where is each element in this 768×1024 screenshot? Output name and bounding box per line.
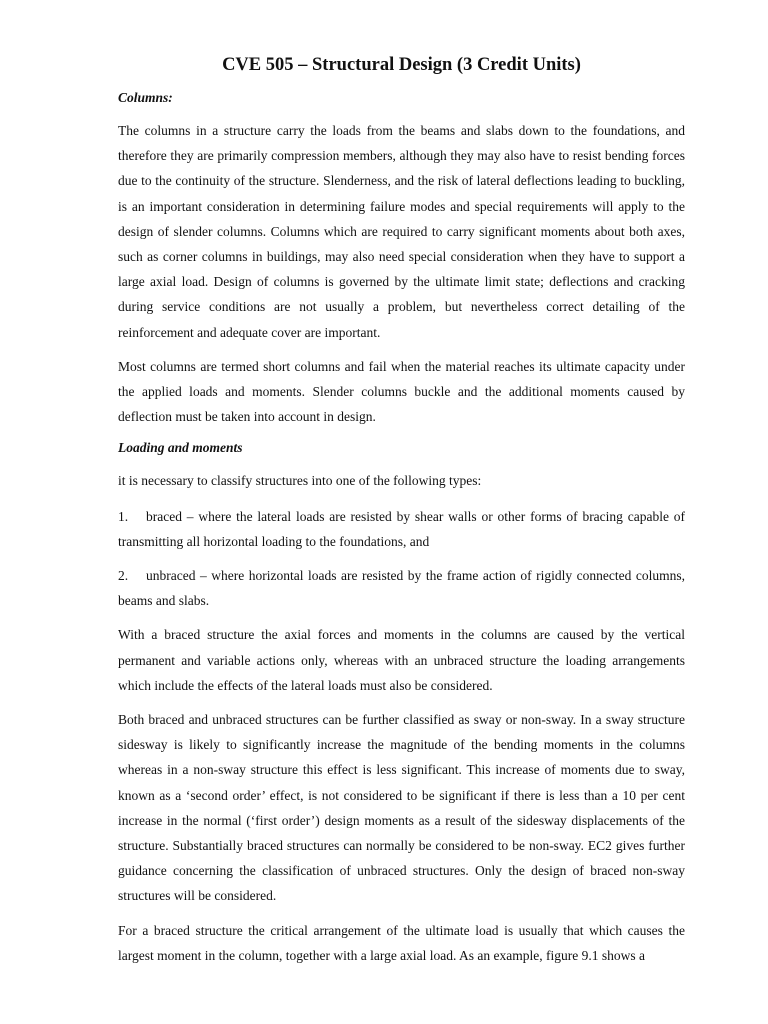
loading-intro: it is necessary to classify structures into one of the following types: (118, 473, 482, 489)
loading-paragraph-2: Both braced and unbraced structures can be further classified as sway or non-sway. In a sway structure sidesway is likely to significantly increase the magnitude of the bending moments in the columns whereas in a non-sway structure this effect is less significant. This increase of moments due to sway, known as a ‘second order’ effect, is not considered to be significant if there is less than a 10 per cent increase in the normal (‘first order’) design moments as a result of the sidesway displacements of the structure. Substantially braced structures can normally be considered to be non-sway. EC2 gives further guidance concerning the classification of unbraced structures. Only the design of braced non-sway structures will be considered. (118, 712, 685, 904)
page-title: CVE 505 – Structural Design (3 Credit Units) (222, 55, 581, 75)
list-item (118, 504, 685, 554)
list-item-number: 1. (118, 508, 129, 524)
columns-heading: Columns: (118, 90, 173, 105)
document-body (118, 52, 685, 977)
list-item (118, 563, 685, 613)
list-item-text: unbraced – where horizontal loads are resisted by the frame action of rigidly connected columns, beams and slabs. (118, 568, 685, 609)
loading-heading: Loading and moments (118, 440, 243, 456)
columns-paragraph-2: Most columns are termed short columns and fail when the material reaches its ultimate capacity under the applied loads and moments. Slender columns buckle and the additional moments caused by deflection must be taken into account in design. (118, 358, 685, 425)
list-item-number: 2. (118, 568, 129, 584)
loading-paragraph-3: For a braced structure the critical arrangement of the ultimate load is usually that which causes the largest moment in the column, together with a large axial load. As an example, figure 9.1 shows a (118, 922, 685, 963)
columns-paragraph-1: The columns in a structure carry the loads from the beams and slabs down to the foundations, and therefore they are primarily compression members, although they may also have to resist bending forces due to the continuity of the structure. Slenderness, and the risk of lateral deflections leading to buckling, is an important consideration in determining failure modes and special requirements will apply to the design of slender columns. Columns which are required to carry significant moments about both axes, such as corner columns in buildings, may also need special consideration when they have to support a large axial load. Design of columns is governed by the ultimate limit state; deflections and cracking during service conditions are not usually a problem, but nevertheless correct detailing of the reinforcement and adequate cover are important. (118, 123, 685, 340)
loading-paragraph-1: With a braced structure the axial forces and moments in the columns are caused by the vertical permanent and variable actions only, whereas with an unbraced structure the loading arrangements which include the effects of the lateral loads must also be considered. (118, 627, 685, 693)
list-item-text: braced – where the lateral loads are resisted by shear walls or other forms of bracing capable of transmitting all horizontal loading to the foundations, and (118, 508, 685, 549)
